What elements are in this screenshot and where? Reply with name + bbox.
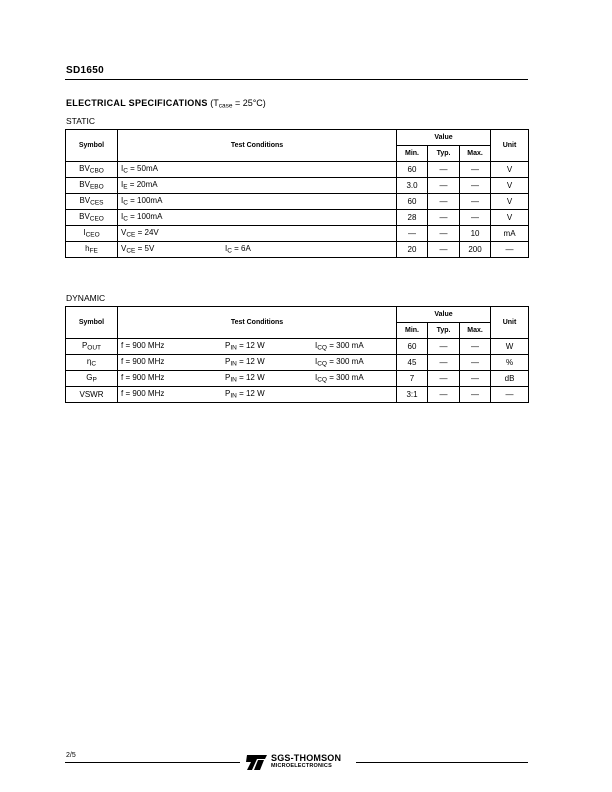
table-row [66, 242, 529, 258]
min-cell: 60 [397, 194, 428, 210]
section-title: ELECTRICAL SPECIFICATIONS [66, 98, 208, 108]
condition-1-symbol: V [121, 244, 127, 254]
typ-cell: — [428, 355, 460, 371]
current-condition [315, 357, 364, 368]
current-symbol: I [315, 357, 318, 367]
max-header: Max. [460, 323, 491, 339]
max-cell: — [460, 371, 491, 387]
brand-subtitle: MICROELECTRONICS [271, 763, 332, 769]
condition-1-value: = 20mA [127, 180, 158, 190]
current-value: = 300 mA [326, 357, 364, 367]
part-number-title: SD1650 [66, 65, 104, 76]
unit-cell: V [491, 194, 529, 210]
min-cell: 60 [397, 162, 428, 178]
unit-header: Unit [491, 130, 529, 162]
symbol-text: I [83, 228, 86, 238]
condition-1-subscript: CE [126, 231, 136, 239]
table-row [66, 387, 529, 403]
power-subscript: IN [230, 360, 237, 368]
typ-header: Typ. [428, 323, 460, 339]
condition-1-symbol: I [121, 196, 124, 206]
power-symbol: P [225, 373, 231, 383]
typ-cell: — [428, 178, 460, 194]
symbol-text: G [86, 373, 93, 383]
unit-cell: — [491, 242, 529, 258]
static-table [65, 129, 529, 258]
max-cell: — [460, 194, 491, 210]
typ-cell: — [428, 339, 460, 355]
max-cell: — [460, 387, 491, 403]
symbol-cell [66, 194, 118, 210]
max-cell: — [460, 355, 491, 371]
conditions-header: Test Conditions [118, 130, 397, 162]
symbol-subscript: EBO [89, 183, 104, 191]
st-logo-icon [243, 753, 269, 771]
min-cell: 3.0 [397, 178, 428, 194]
power-condition [225, 357, 318, 368]
frequency-condition: f = 900 MHz [121, 373, 165, 383]
dynamic-label: DYNAMIC [66, 293, 106, 303]
condition-1 [121, 164, 225, 175]
typ-cell: — [428, 162, 460, 178]
table-row [66, 371, 529, 387]
power-subscript: IN [230, 344, 237, 352]
dynamic-table [65, 306, 529, 403]
symbol-subscript: P [92, 376, 97, 384]
conditions-cell [118, 339, 397, 355]
symbol-text: BV [79, 212, 90, 222]
table-row [66, 355, 529, 371]
symbol-cell [66, 210, 118, 226]
symbol-header: Symbol [66, 307, 118, 339]
unit-cell: W [491, 339, 529, 355]
conditions-header: Test Conditions [118, 307, 397, 339]
condition-prefix: (T [210, 98, 219, 108]
typ-cell: — [428, 226, 460, 242]
unit-cell: V [491, 178, 529, 194]
min-cell: — [397, 226, 428, 242]
brand-name: SGS-THOMSON [271, 753, 342, 763]
symbol-subscript: CEO [89, 215, 104, 223]
current-symbol: I [315, 373, 318, 383]
max-cell: 200 [460, 242, 491, 258]
header-rule [65, 79, 528, 80]
max-header: Max. [460, 146, 491, 162]
value-header: Value [397, 130, 491, 146]
condition-1-value: = 50mA [127, 164, 158, 174]
condition-1-symbol: I [121, 180, 124, 190]
condition-suffix: = 25°C) [232, 98, 266, 108]
condition-2-subscript: C [227, 247, 232, 255]
condition-1-symbol: I [121, 212, 124, 222]
footer-rule-left [65, 762, 240, 763]
current-subscript: CQ [317, 376, 327, 384]
power-condition [225, 389, 315, 400]
symbol-cell [66, 355, 118, 371]
current-subscript: CQ [317, 360, 327, 368]
current-subscript: CQ [317, 344, 327, 352]
symbol-text: BV [79, 164, 90, 174]
unit-cell: % [491, 355, 529, 371]
unit-cell: V [491, 162, 529, 178]
symbol-cell [66, 226, 118, 242]
condition-1-symbol: V [121, 228, 127, 238]
symbol-cell [66, 178, 118, 194]
conditions-cell [118, 194, 397, 210]
symbol-subscript: CES [90, 199, 104, 207]
symbol-cell [66, 371, 118, 387]
unit-header: Unit [491, 307, 529, 339]
symbol-text: VSWR [79, 390, 104, 399]
symbol-cell [66, 387, 118, 403]
symbol-text: BV [79, 180, 90, 190]
symbol-subscript: CEO [85, 231, 100, 239]
symbol-text: BV [79, 196, 91, 206]
symbol-text: η [86, 357, 92, 367]
condition-1-subscript: C [123, 215, 128, 223]
condition-1-value: = 5V [135, 244, 155, 254]
condition-1 [121, 244, 228, 255]
power-subscript: IN [230, 392, 237, 400]
condition-1-value: = 100mA [127, 212, 163, 222]
condition-1-subscript: CE [126, 247, 136, 255]
min-cell: 7 [397, 371, 428, 387]
min-cell: 20 [397, 242, 428, 258]
typ-header: Typ. [428, 146, 460, 162]
min-header: Min. [397, 146, 428, 162]
condition-sub: case [218, 102, 233, 110]
condition-2-symbol: I [225, 244, 228, 254]
condition-1 [121, 180, 225, 191]
table-row [66, 162, 529, 178]
unit-cell: dB [491, 371, 529, 387]
power-value: = 12 W [236, 373, 265, 383]
conditions-cell [118, 387, 397, 403]
frequency-condition: f = 900 MHz [121, 341, 165, 351]
condition-1-subscript: C [123, 167, 128, 175]
power-symbol: P [225, 389, 231, 399]
condition-1-value: = 24V [135, 228, 159, 238]
typ-cell: — [428, 210, 460, 226]
power-condition [225, 373, 318, 384]
footer-rule-right [356, 762, 528, 763]
typ-cell: — [428, 194, 460, 210]
power-symbol: P [225, 341, 231, 351]
power-value: = 12 W [236, 357, 265, 367]
typ-cell: — [428, 387, 460, 403]
power-subscript: IN [230, 376, 237, 384]
max-cell: — [460, 162, 491, 178]
current-value: = 300 mA [326, 373, 364, 383]
frequency-condition: f = 900 MHz [121, 357, 165, 367]
condition-1 [121, 212, 225, 223]
max-cell: — [460, 178, 491, 194]
conditions-cell [118, 242, 397, 258]
max-cell: — [460, 339, 491, 355]
typ-cell: — [428, 242, 460, 258]
unit-cell: — [491, 387, 529, 403]
symbol-header: Symbol [66, 130, 118, 162]
condition-1 [121, 196, 225, 207]
conditions-cell [118, 178, 397, 194]
max-cell: 10 [460, 226, 491, 242]
unit-cell: mA [491, 226, 529, 242]
power-value: = 12 W [236, 341, 265, 351]
static-label: STATIC [66, 116, 95, 126]
conditions-cell [118, 162, 397, 178]
power-symbol: P [225, 357, 231, 367]
table-row [66, 339, 529, 355]
typ-cell: — [428, 371, 460, 387]
symbol-subscript: OUT [87, 344, 102, 352]
conditions-cell [118, 371, 397, 387]
symbol-cell [66, 162, 118, 178]
condition-2 [225, 244, 251, 255]
min-cell: 60 [397, 339, 428, 355]
section-heading [66, 98, 266, 110]
table-row [66, 210, 529, 226]
symbol-text: P [81, 341, 88, 351]
current-condition [315, 373, 364, 384]
symbol-cell [66, 339, 118, 355]
conditions-cell [118, 355, 397, 371]
symbol-subscript: FE [89, 247, 98, 255]
current-value: = 300 mA [326, 341, 364, 351]
symbol-text: h [85, 244, 90, 254]
power-condition [225, 341, 318, 352]
condition-1-subscript: E [123, 183, 128, 191]
condition-2-value: = 6A [231, 244, 251, 254]
condition-1-subscript: C [123, 199, 128, 207]
symbol-cell [66, 242, 118, 258]
unit-cell: V [491, 210, 529, 226]
brand-logo [243, 752, 353, 772]
min-cell: 28 [397, 210, 428, 226]
max-cell: — [460, 210, 491, 226]
table-row [66, 178, 529, 194]
table-row [66, 226, 529, 242]
condition-1 [121, 228, 225, 239]
current-symbol: I [315, 341, 318, 351]
value-header: Value [397, 307, 491, 323]
min-cell: 45 [397, 355, 428, 371]
power-value: = 12 W [236, 389, 265, 399]
condition-1-symbol: I [121, 164, 124, 174]
page-number: 2/5 [66, 752, 76, 759]
current-condition [315, 341, 364, 352]
min-cell: 3:1 [397, 387, 428, 403]
symbol-subscript: CBO [89, 167, 104, 175]
condition-1-value: = 100mA [127, 196, 163, 206]
symbol-subscript: C [91, 360, 97, 368]
frequency-condition: f = 900 MHz [121, 389, 165, 399]
conditions-cell [118, 210, 397, 226]
min-header: Min. [397, 323, 428, 339]
table-row [66, 194, 529, 210]
conditions-cell [118, 226, 397, 242]
